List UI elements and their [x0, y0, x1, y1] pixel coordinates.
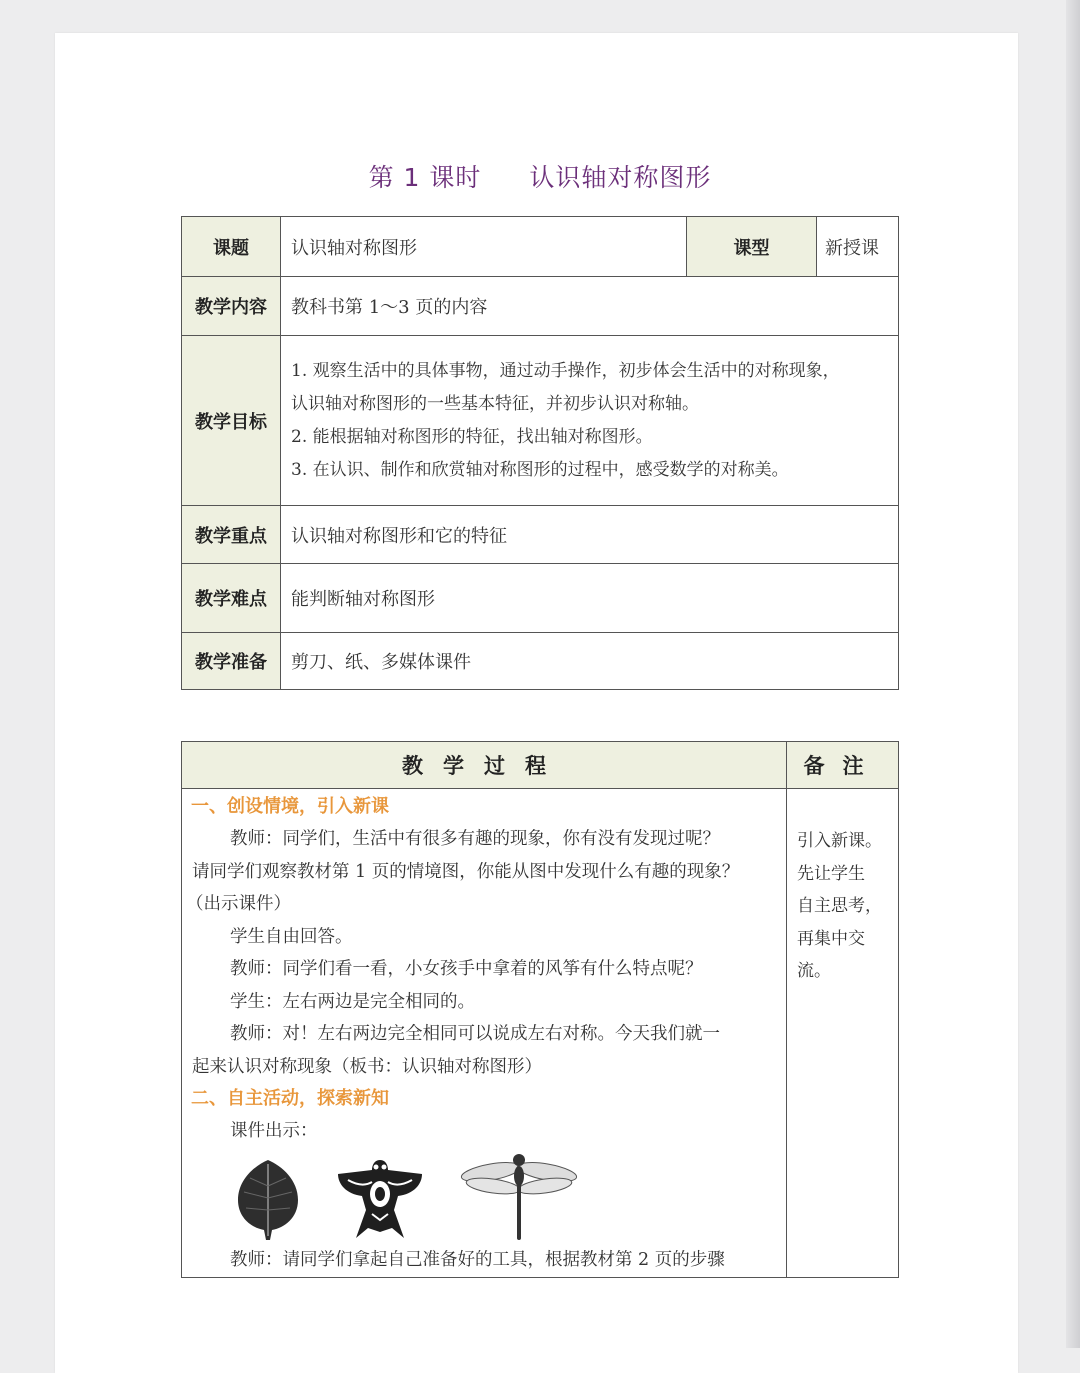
teaching-process-table [181, 741, 899, 1278]
table-row [182, 789, 899, 1278]
table-row [182, 336, 899, 506]
process-header: 教学过程 [182, 742, 787, 789]
table-row [182, 217, 899, 277]
prep-value: 剪刀、纸、多媒体课件 [281, 633, 899, 690]
table-row [182, 277, 899, 336]
table-row [182, 564, 899, 633]
note-line: 先让学生 [797, 863, 865, 884]
note-line: 流。 [797, 961, 831, 981]
goals-value [281, 336, 899, 506]
page-title [0, 158, 1080, 194]
goals-label: 教学目标 [182, 336, 281, 506]
scrollbar-track[interactable] [1066, 0, 1080, 1348]
prep-label: 教学准备 [182, 633, 281, 690]
difficulty-label: 教学难点 [182, 564, 281, 633]
goal-line: 认识轴对称图形的一些基本特征，并初步认识对称轴。 [291, 393, 699, 414]
content-value: 教科书第 1～3 页的内容 [281, 277, 899, 336]
content-label: 教学内容 [182, 277, 281, 336]
paragraph-line: 起来认识对称现象（板书：认识轴对称图形） [192, 1056, 542, 1077]
section-heading: 二、自主活动，探索新知 [191, 1088, 389, 1109]
paragraph-line: 课件出示： [230, 1121, 318, 1141]
goal-line: 3. 在认识、制作和欣赏轴对称图形的过程中，感受数学的对称美。 [291, 459, 789, 480]
topic-value: 认识轴对称图形 [281, 217, 687, 277]
table-row [182, 506, 899, 564]
topic-label: 课题 [182, 217, 281, 277]
paragraph-line: 教师：对！左右两边完全相同可以说成左右对称。今天我们就一 [230, 1024, 720, 1044]
type-value: 新授课 [817, 217, 899, 277]
paragraph-line: 教师：同学们，生活中有很多有趣的现象，你有没有发现过呢？ [230, 829, 720, 849]
swallow-kite-icon [332, 1154, 428, 1242]
process-body [182, 789, 787, 1278]
difficulty-value: 能判断轴对称图形 [281, 564, 899, 633]
type-label: 课型 [687, 217, 817, 277]
paragraph-line: （出示课件） [186, 894, 291, 914]
note-line: 引入新课。 [797, 831, 882, 851]
leaf-icon [234, 1156, 302, 1242]
courseware-pictures [182, 1148, 786, 1244]
dragonfly-icon [457, 1148, 581, 1244]
key-value: 认识轴对称图形和它的特征 [281, 506, 899, 564]
section-heading: 一、创设情境，引入新课 [191, 796, 389, 817]
notes-body [787, 789, 899, 1278]
lesson-number: 第 1 课时 [368, 163, 482, 192]
goal-line: 1. 观察生活中的具体事物，通过动手操作，初步体会生活中的对称现象， [291, 360, 840, 381]
notes-header: 备注 [787, 742, 899, 789]
table-row [182, 633, 899, 690]
paragraph-line: 请同学们观察教材第 1 页的情境图，你能从图中发现什么有趣的现象？ [192, 861, 740, 882]
table-header-row [182, 742, 899, 789]
key-label: 教学重点 [182, 506, 281, 564]
paragraph-line: 教师：同学们看一看，小女孩手中拿着的风筝有什么特点呢？ [230, 959, 703, 979]
note-line: 自主思考， [797, 896, 882, 916]
note-line: 再集中交 [797, 928, 865, 949]
lesson-name: 认识轴对称图形 [529, 163, 712, 192]
lesson-info-table [181, 216, 899, 690]
paragraph-line: 学生自由回答。 [230, 926, 353, 947]
paragraph-line: 教师：请同学们拿起自己准备好的工具，根据教材第 2 页的步骤 [230, 1249, 725, 1270]
paragraph-line: 学生：左右两边是完全相同的。 [230, 991, 475, 1012]
goal-line: 2. 能根据轴对称图形的特征，找出轴对称图形。 [291, 426, 653, 447]
